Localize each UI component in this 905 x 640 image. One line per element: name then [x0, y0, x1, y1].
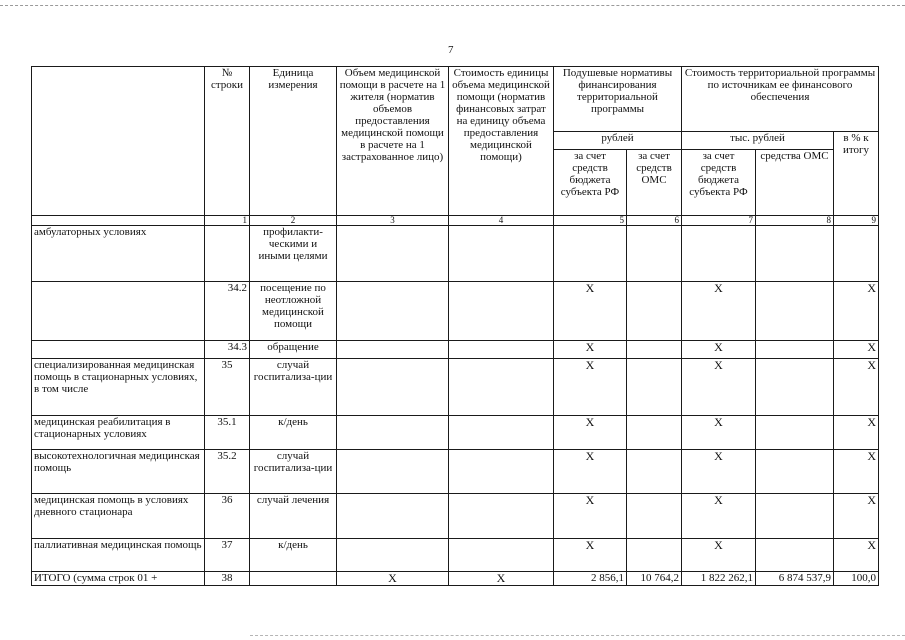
row-unit: обращение — [250, 341, 337, 359]
table-row-total — [32, 572, 879, 586]
row-unit: к/день — [250, 416, 337, 450]
table-row — [32, 416, 879, 450]
column-number: 7 — [682, 216, 756, 226]
cell-per-capita-oms — [627, 226, 682, 282]
cell-cost-oms — [756, 341, 834, 359]
cell-cost — [449, 226, 554, 282]
cell-per-capita-oms — [627, 416, 682, 450]
cell-per-capita-oms — [627, 494, 682, 539]
cell-percent — [834, 226, 879, 282]
table-row — [32, 494, 879, 539]
column-number: 2 — [250, 216, 337, 226]
header-row-no: № строки — [205, 67, 250, 216]
cell-percent: 100,0 — [834, 572, 879, 586]
cell-cost-budget: X — [682, 539, 756, 572]
row-unit: случай госпитализа-ции — [250, 359, 337, 416]
cell-cost — [449, 359, 554, 416]
row-name: медицинская реабилитация в стационарных условиях — [32, 416, 205, 450]
cell-per-capita-oms — [627, 359, 682, 416]
column-number: 1 — [205, 216, 250, 226]
header-rubles: рублей — [554, 132, 682, 150]
column-number: 4 — [449, 216, 554, 226]
row-name: специализированная медицинская помощь в стационарных условиях, в том числе — [32, 359, 205, 416]
column-number: 3 — [337, 216, 449, 226]
row-unit: профилакти-ческими и иными целями — [250, 226, 337, 282]
scan-edge-bottom — [250, 635, 905, 636]
row-unit: случай лечения — [250, 494, 337, 539]
column-number: 6 — [627, 216, 682, 226]
cell-percent: X — [834, 494, 879, 539]
header-name-cell — [32, 67, 205, 216]
table-row — [32, 226, 879, 282]
row-number: 34.2 — [205, 282, 250, 341]
column-number: 8 — [756, 216, 834, 226]
cell-cost-oms — [756, 539, 834, 572]
cell-cost-budget: X — [682, 341, 756, 359]
scan-edge-top — [0, 5, 905, 6]
cell-cost: X — [449, 572, 554, 586]
cell-cost-budget — [682, 226, 756, 282]
cell-per-capita-budget: X — [554, 359, 627, 416]
column-number-row — [32, 216, 879, 226]
cell-per-capita-oms — [627, 450, 682, 494]
row-number: 34.3 — [205, 341, 250, 359]
cell-percent: X — [834, 282, 879, 341]
header-col7: за счет средств бюджета субъекта РФ — [682, 150, 756, 216]
row-name: высокотехнологичная медицинская помощь — [32, 450, 205, 494]
cell-percent: X — [834, 539, 879, 572]
header-unit: Единица измерения — [250, 67, 337, 216]
cell-volume — [337, 359, 449, 416]
row-unit — [250, 572, 337, 586]
header-cost: Стоимость единицы объема медицинской помощи (норматив финансовых затрат на единицу объема предоставления медицинской помощи) — [449, 67, 554, 216]
cell-per-capita-budget: X — [554, 450, 627, 494]
cell-per-capita-oms — [627, 341, 682, 359]
row-unit: посещение по неотложной медицинской помощи — [250, 282, 337, 341]
cell-cost-oms: 6 874 537,9 — [756, 572, 834, 586]
cell-cost-budget: X — [682, 494, 756, 539]
cell-cost-oms — [756, 226, 834, 282]
cell-cost — [449, 539, 554, 572]
cell-percent: X — [834, 359, 879, 416]
cell-cost — [449, 416, 554, 450]
cell-per-capita-budget: 2 856,1 — [554, 572, 627, 586]
table-row — [32, 282, 879, 341]
header-thousand-rubles: тыс. рублей — [682, 132, 834, 150]
cell-volume: X — [337, 572, 449, 586]
cell-cost-budget: 1 822 262,1 — [682, 572, 756, 586]
cell-volume — [337, 494, 449, 539]
cell-volume — [337, 341, 449, 359]
row-number — [205, 226, 250, 282]
row-number: 38 — [205, 572, 250, 586]
cell-per-capita-budget: X — [554, 416, 627, 450]
header-program-cost: Стоимость территориальной программы по источникам ее финансового обеспечения — [682, 67, 879, 132]
row-number: 37 — [205, 539, 250, 572]
table-row — [32, 341, 879, 359]
cell-cost-oms — [756, 359, 834, 416]
cell-per-capita-budget: X — [554, 282, 627, 341]
row-number: 35.2 — [205, 450, 250, 494]
column-number: 9 — [834, 216, 879, 226]
cell-per-capita-oms — [627, 282, 682, 341]
row-number: 36 — [205, 494, 250, 539]
cell-cost — [449, 450, 554, 494]
cell-volume — [337, 450, 449, 494]
cell-cost-oms — [756, 416, 834, 450]
page-number: 7 — [448, 44, 454, 56]
row-name — [32, 341, 205, 359]
cell-per-capita-budget — [554, 226, 627, 282]
header-col8: средства ОМС — [756, 150, 834, 216]
table-row — [32, 450, 879, 494]
column-number: 5 — [554, 216, 627, 226]
header-row-1 — [32, 67, 879, 132]
cell-cost — [449, 341, 554, 359]
cell-per-capita-budget: X — [554, 341, 627, 359]
cell-cost-oms — [756, 282, 834, 341]
cell-percent: X — [834, 416, 879, 450]
cell-cost-oms — [756, 494, 834, 539]
column-number-blank — [32, 216, 205, 226]
cell-cost-budget: X — [682, 282, 756, 341]
header-percent-total: в % к итогу — [834, 132, 879, 216]
cell-percent: X — [834, 450, 879, 494]
cell-cost-oms — [756, 450, 834, 494]
row-name: медицинская помощь в условиях дневного стационара — [32, 494, 205, 539]
header-col6: за счет средств ОМС — [627, 150, 682, 216]
cell-volume — [337, 282, 449, 341]
header-col5: за счет средств бюджета субъекта РФ — [554, 150, 627, 216]
cell-volume — [337, 226, 449, 282]
row-unit: случай госпитализа-ции — [250, 450, 337, 494]
table-row — [32, 539, 879, 572]
header-volume: Объем медицинской помощи в расчете на 1 жителя (норматив объемов предоставления медицинской помощи в расчете на 1 застрахованное лицо) — [337, 67, 449, 216]
table-row — [32, 359, 879, 416]
cell-cost-budget: X — [682, 450, 756, 494]
row-name: паллиативная медицинская помощь — [32, 539, 205, 572]
cell-per-capita-oms — [627, 539, 682, 572]
row-name: ИТОГО (сумма строк 01 + — [32, 572, 205, 586]
cell-percent: X — [834, 341, 879, 359]
cell-per-capita-oms: 10 764,2 — [627, 572, 682, 586]
row-name: амбулаторных условиях — [32, 226, 205, 282]
cell-volume — [337, 416, 449, 450]
cell-cost — [449, 494, 554, 539]
row-name — [32, 282, 205, 341]
cell-cost — [449, 282, 554, 341]
cell-per-capita-budget: X — [554, 539, 627, 572]
row-number: 35 — [205, 359, 250, 416]
financing-table — [31, 66, 879, 586]
cell-cost-budget: X — [682, 416, 756, 450]
cell-volume — [337, 539, 449, 572]
cell-cost-budget: X — [682, 359, 756, 416]
row-unit: к/день — [250, 539, 337, 572]
header-per-capita: Подушевые нормативы финансирования территориальной программы — [554, 67, 682, 132]
cell-per-capita-budget: X — [554, 494, 627, 539]
row-number: 35.1 — [205, 416, 250, 450]
